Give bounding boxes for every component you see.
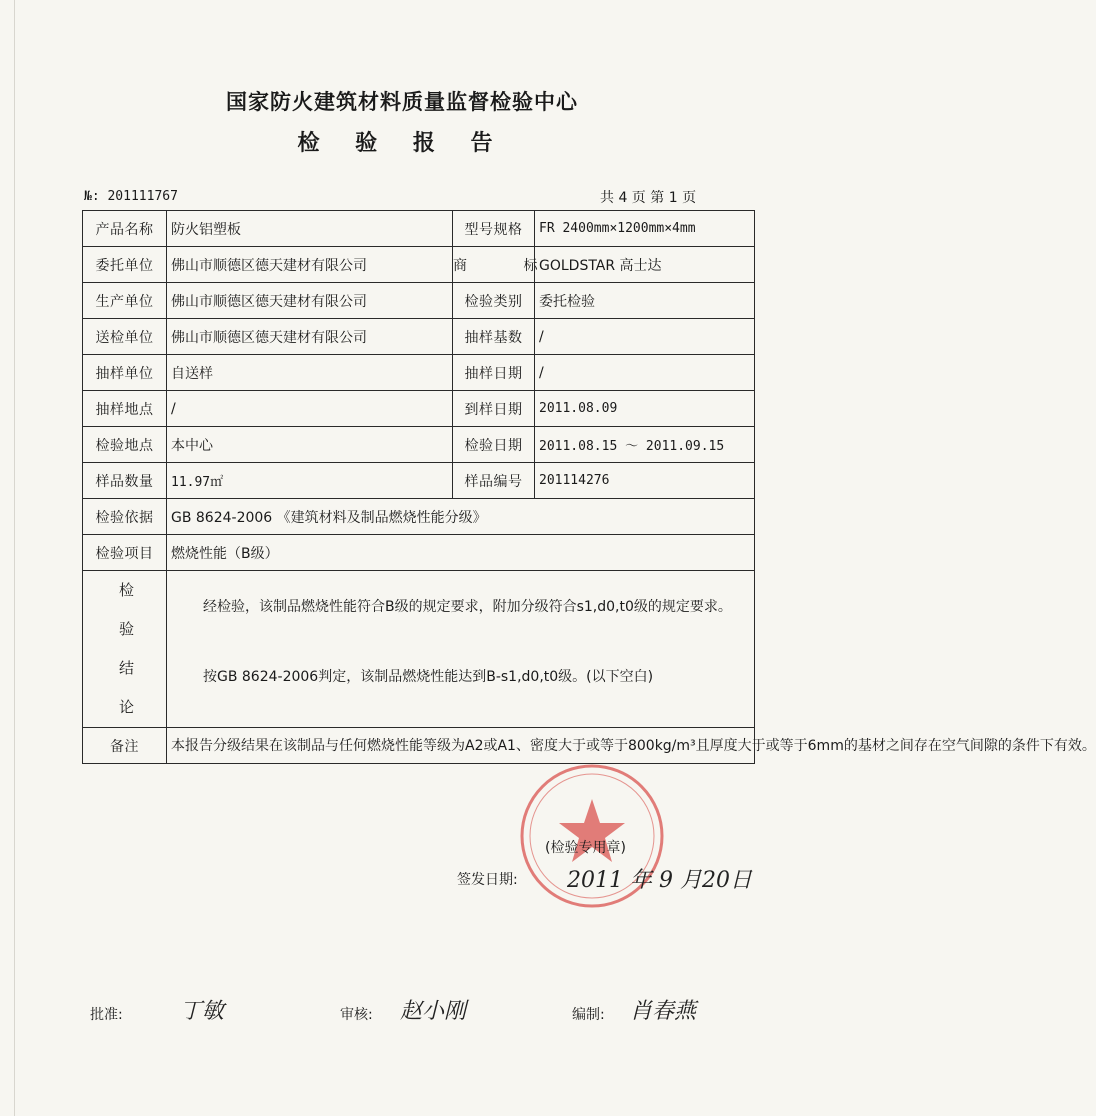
label-sample-place: 抽样地点 bbox=[83, 391, 167, 427]
label-basis: 检验依据 bbox=[83, 499, 167, 535]
prepare-signature: 肖春燕 bbox=[630, 999, 697, 1024]
table-row bbox=[83, 499, 755, 535]
report-table bbox=[82, 210, 1096, 893]
label-submitter: 送检单位 bbox=[83, 319, 167, 355]
label-test-place: 检验地点 bbox=[83, 427, 167, 463]
table-row bbox=[83, 463, 755, 499]
conclusion-paragraph-2: 按GB 8624-2006判定，该制品燃烧性能达到B-s1,d0,t0级。(以下空白) bbox=[203, 669, 654, 685]
approve-signature: 丁敏 bbox=[180, 999, 225, 1024]
label-product-name: 产品名称 bbox=[83, 211, 167, 247]
value-sampler: 自送样 bbox=[167, 355, 453, 391]
value-model: FR 2400mm×1200mm×4mm bbox=[535, 211, 755, 247]
table-row bbox=[83, 728, 755, 764]
org-title: 国家防火建筑材料质量监督检验中心 bbox=[226, 90, 578, 114]
value-quantity: 11.97㎡ bbox=[167, 463, 453, 499]
conclusion-paragraph-1: 经检验，该制品燃烧性能符合B级的规定要求，附加分级符合s1,d0,t0级的规定要求。 bbox=[203, 599, 732, 615]
value-trademark: GOLDSTAR 高士达 bbox=[535, 247, 755, 283]
label-test-date: 检验日期 bbox=[453, 427, 535, 463]
label-sample-base: 抽样基数 bbox=[453, 319, 535, 355]
conclusion-label bbox=[83, 571, 167, 728]
value-sample-no: 201114276 bbox=[535, 463, 755, 499]
label-client: 委托单位 bbox=[83, 247, 167, 283]
label-trademark bbox=[453, 247, 564, 283]
value-manufacturer: 佛山市顺德区德天建材有限公司 bbox=[167, 283, 453, 319]
stamp-tag: (检验专用章) bbox=[545, 840, 626, 856]
value-product-name: 防火铝塑板 bbox=[167, 211, 453, 247]
sign-date-value: 2011 年 9 月20日 bbox=[567, 868, 752, 893]
page-edge bbox=[14, 0, 15, 1116]
table-row bbox=[83, 319, 755, 355]
value-basis: GB 8624-2006 《建筑材料及制品燃烧性能分级》 bbox=[167, 499, 755, 535]
label-trademark-text: 商 标 bbox=[453, 257, 564, 274]
review-signature: 赵小刚 bbox=[400, 999, 467, 1024]
label-test-type: 检验类别 bbox=[453, 283, 535, 319]
value-test-date: 2011.08.15 ～ 2011.09.15 bbox=[535, 427, 755, 463]
label-item: 检验项目 bbox=[83, 535, 167, 571]
value-sample-date: / bbox=[535, 355, 755, 391]
value-item: 燃烧性能（B级） bbox=[167, 535, 755, 571]
conclusion-char: 结 bbox=[118, 659, 134, 677]
sign-date-label: 签发日期: bbox=[457, 872, 518, 888]
value-sample-base: / bbox=[535, 319, 755, 355]
label-sampler: 抽样单位 bbox=[83, 355, 167, 391]
label-arrival-date: 到样日期 bbox=[453, 391, 535, 427]
value-sample-place: / bbox=[167, 391, 453, 427]
table-row bbox=[83, 535, 755, 571]
report-serial: №: 201111767 bbox=[84, 189, 178, 204]
value-arrival-date: 2011.08.09 bbox=[535, 391, 755, 427]
conclusion-char: 检 bbox=[118, 581, 134, 599]
conclusion-char: 验 bbox=[118, 620, 134, 638]
value-test-place: 本中心 bbox=[167, 427, 453, 463]
label-model: 型号规格 bbox=[453, 211, 535, 247]
remarks-label: 备注 bbox=[83, 728, 167, 764]
review-label: 审核: bbox=[340, 1007, 373, 1023]
table-row bbox=[83, 391, 755, 427]
table-row bbox=[83, 427, 755, 463]
label-manufacturer: 生产单位 bbox=[83, 283, 167, 319]
table-row bbox=[83, 571, 755, 728]
approve-label: 批准: bbox=[90, 1007, 123, 1023]
value-test-type: 委托检验 bbox=[535, 283, 755, 319]
value-client: 佛山市顺德区德天建材有限公司 bbox=[167, 247, 453, 283]
label-quantity: 样品数量 bbox=[83, 463, 167, 499]
page-info: 共 4 页 第 1 页 bbox=[600, 190, 697, 206]
table-row bbox=[83, 247, 755, 283]
table-row bbox=[83, 355, 755, 391]
label-sample-no: 样品编号 bbox=[453, 463, 535, 499]
prepare-label: 编制: bbox=[572, 1007, 605, 1023]
conclusion-char: 论 bbox=[118, 698, 134, 716]
label-sample-date: 抽样日期 bbox=[453, 355, 535, 391]
value-submitter: 佛山市顺德区德天建材有限公司 bbox=[167, 319, 453, 355]
table-row bbox=[83, 283, 755, 319]
remarks-text: 本报告分级结果在该制品与任何燃烧性能等级为A2或A1、密度大于或等于800kg/m³且厚度大于或等于6mm的基材之间存在空气间隙的条件下有效。 bbox=[167, 728, 755, 764]
report-title: 检 验 报 告 bbox=[297, 131, 507, 156]
table-row bbox=[83, 211, 755, 247]
